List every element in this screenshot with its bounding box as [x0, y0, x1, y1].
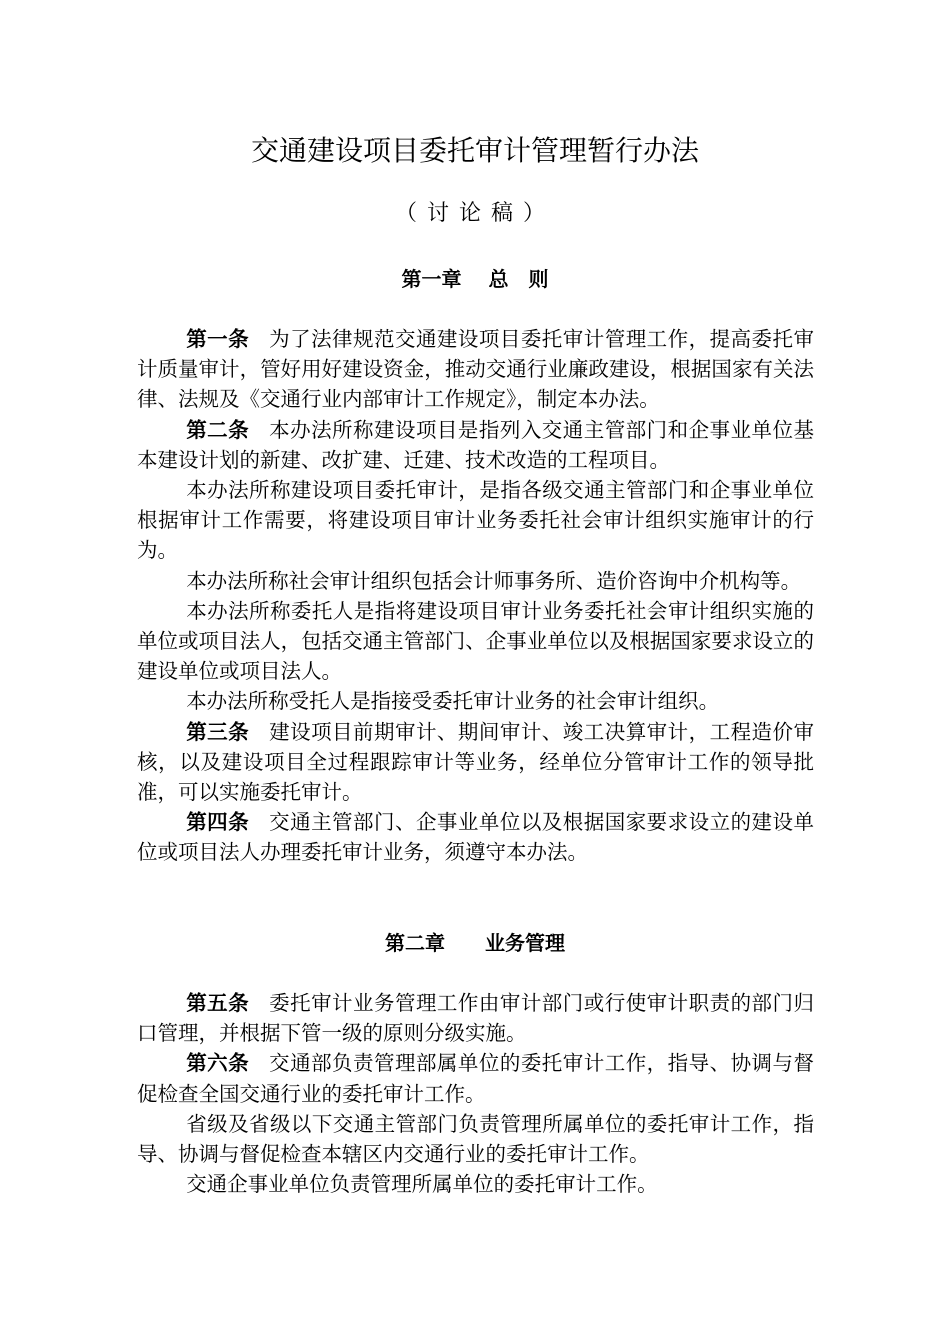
document-subtitle: （讨论稿） [394, 201, 555, 226]
paragraph [137, 415, 814, 475]
paragraph [137, 324, 814, 415]
chapter-2-body [137, 988, 814, 1199]
paragraph-text: 交通企事业单位负责管理所属单位的委托审计工作。 [186, 1172, 658, 1197]
paragraph [137, 807, 814, 867]
chapter-2-heading: 第二章 业务管理 [385, 931, 565, 955]
article-label: 第五条 [186, 991, 250, 1015]
paragraph [137, 1048, 814, 1108]
paragraph-text: 本办法所称建设项目是指列入交通主管部门和企事业单位基本建设计划的新建、改扩建、迁建、技术改造的工程项目。 [137, 417, 815, 472]
paragraph-text: 本办法所称建设项目委托审计，是指各级交通主管部门和企事业单位根据审计工作需要，将建设项目审计业务委托社会审计组织实施审计的行为。 [137, 478, 814, 563]
paragraph-text: 委托审计业务管理工作由审计部门或行使审计职责的部门归口管理，并根据下管一级的原则分级实施。 [137, 991, 815, 1046]
document-title: 交通建设项目委托审计管理暂行办法 [250, 134, 699, 167]
paragraph-text: 本办法所称受托人是指接受委托审计业务的社会审计组织。 [186, 689, 720, 714]
chapter-1-heading: 第一章 总 则 [401, 267, 549, 291]
paragraph-text: 交通部负责管理部属单位的委托审计工作，指导、协调与督促检查全国交通行业的委托审计工作。 [137, 1051, 815, 1106]
paragraph-text: 省级及省级以下交通主管部门负责管理所属单位的委托审计工作，指导、协调与督促检查本辖区内交通行业的委托审计工作。 [137, 1111, 814, 1167]
article-label: 第一条 [186, 327, 250, 351]
paragraph-text: 本办法所称社会审计组织包括会计师事务所、造价咨询中介机构等。 [186, 568, 802, 593]
chapter-1-body [137, 324, 814, 868]
paragraph-text: 建设项目前期审计、期间审计、竣工决算审计，工程造价审核，以及建设项目全过程跟踪审计等业务，经单位分管审计工作的领导批准，可以实施委托审计。 [137, 719, 815, 805]
paragraph [137, 566, 814, 596]
paragraph-text: 本办法所称委托人是指将建设项目审计业务委托社会审计组织实施的单位或项目法人，包括交通主管部门、企事业单位以及根据国家要求设立的建设单位或项目法人。 [137, 598, 814, 684]
paragraph [137, 596, 814, 687]
paragraph [137, 475, 814, 566]
paragraph-text: 为了法律规范交通建设项目委托审计管理工作，提高委托审计质量审计，管好用好建设资金，推动交通行业廉政建设，根据国家有关法律、法规及《交通行业内部审计工作规定》，制定本办法。 [137, 327, 815, 412]
article-label: 第二条 [186, 417, 250, 442]
paragraph-text: 交通主管部门、企事业单位以及根据国家要求设立的建设单位或项目法人办理委托审计业务，须遵守本办法。 [137, 810, 815, 865]
article-label: 第三条 [186, 719, 250, 744]
paragraph [137, 988, 814, 1048]
paragraph [137, 717, 814, 808]
paragraph [137, 1109, 814, 1169]
article-label: 第六条 [186, 1051, 250, 1076]
paragraph [137, 686, 814, 716]
paragraph [137, 1169, 814, 1199]
article-label: 第四条 [186, 810, 250, 835]
